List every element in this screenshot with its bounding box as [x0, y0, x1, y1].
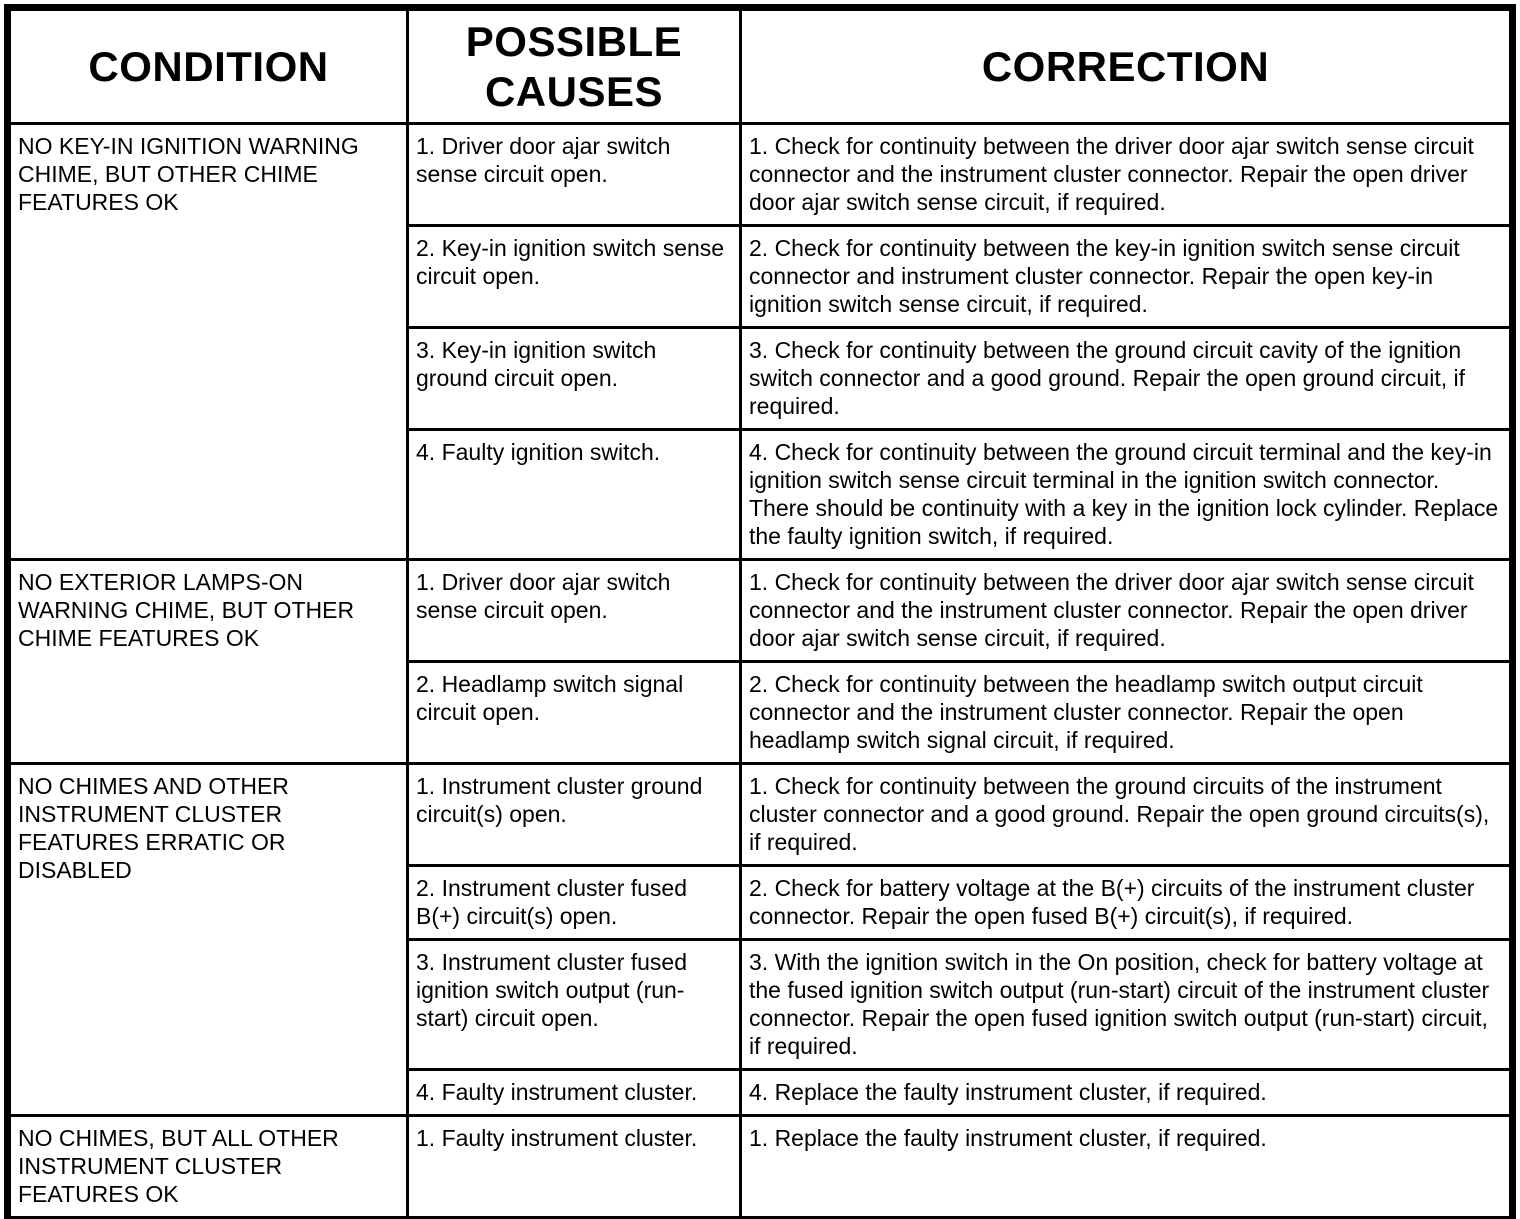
header-row — [10, 10, 1511, 124]
correction-cell: 1. Check for continuity between the driver door ajar switch sense circuit connector and the instrument cluster connector. Repair the open driver door ajar switch sense circuit, if required. — [741, 560, 1511, 662]
condition-cell: NO CHIMES, BUT ALL OTHER INSTRUMENT CLUSTER FEATURES OK — [10, 1116, 408, 1218]
correction-cell: 2. Check for continuity between the key-in ignition switch sense circuit connector and instrument cluster connector. Repair the open key-in ignition switch sense circuit, if required. — [741, 226, 1511, 328]
possible-cause-cell: 4. Faulty ignition switch. — [408, 430, 741, 560]
correction-cell: 4. Check for continuity between the ground circuit terminal and the key-in ignition switch sense circuit terminal in the ignition switch connector. There should be continuity with a key in the ignition lock cylinder. Replace the faulty ignition switch, if required. — [741, 430, 1511, 560]
possible-cause-cell: 3. Instrument cluster fused ignition switch output (run-start) circuit open. — [408, 940, 741, 1070]
condition-cell: NO KEY-IN IGNITION WARNING CHIME, BUT OTHER CHIME FEATURES OK — [10, 124, 408, 560]
table-row — [10, 1116, 1511, 1218]
column-header-condition: CONDITION — [10, 10, 408, 124]
column-header-correction: CORRECTION — [741, 10, 1511, 124]
correction-cell: 3. With the ignition switch in the On position, check for battery voltage at the fused ignition switch output (run-start) circuit of the instrument cluster connector. Repair the open fused ignition switch output (run-start) circuit, if required. — [741, 940, 1511, 1070]
diagnostic-table — [8, 8, 1512, 1219]
possible-cause-cell: 3. Key-in ignition switch ground circuit open. — [408, 328, 741, 430]
correction-cell: 2. Check for battery voltage at the B(+) circuits of the instrument cluster connector. Repair the open fused B(+) circuit(s), if required. — [741, 866, 1511, 940]
possible-cause-cell: 1. Driver door ajar switch sense circuit open. — [408, 124, 741, 226]
possible-cause-cell: 1. Driver door ajar switch sense circuit open. — [408, 560, 741, 662]
table-row — [10, 560, 1511, 662]
table-body — [10, 124, 1511, 1218]
correction-cell: 1. Replace the faulty instrument cluster, if required. — [741, 1116, 1511, 1218]
condition-cell: NO EXTERIOR LAMPS-ON WARNING CHIME, BUT OTHER CHIME FEATURES OK — [10, 560, 408, 764]
possible-cause-cell: 4. Faulty instrument cluster. — [408, 1070, 741, 1116]
possible-cause-cell: 2. Instrument cluster fused B(+) circuit(s) open. — [408, 866, 741, 940]
possible-cause-cell: 1. Faulty instrument cluster. — [408, 1116, 741, 1218]
correction-cell: 3. Check for continuity between the ground circuit cavity of the ignition switch connector and a good ground. Repair the open ground circuit, if required. — [741, 328, 1511, 430]
possible-cause-cell: 2. Key-in ignition switch sense circuit open. — [408, 226, 741, 328]
table-row — [10, 764, 1511, 866]
correction-cell: 2. Check for continuity between the headlamp switch output circuit connector and the instrument cluster connector. Repair the open headlamp switch signal circuit, if required. — [741, 662, 1511, 764]
correction-cell: 1. Check for continuity between the driver door ajar switch sense circuit connector and the instrument cluster connector. Repair the open driver door ajar switch sense circuit, if required. — [741, 124, 1511, 226]
condition-cell: NO CHIMES AND OTHER INSTRUMENT CLUSTER FEATURES ERRATIC OR DISABLED — [10, 764, 408, 1116]
correction-cell: 1. Check for continuity between the ground circuits of the instrument cluster connector and a good ground. Repair the open ground circuits(s), if required. — [741, 764, 1511, 866]
column-header-possible-causes: POSSIBLE CAUSES — [408, 10, 741, 124]
possible-cause-cell: 2. Headlamp switch signal circuit open. — [408, 662, 741, 764]
correction-cell: 4. Replace the faulty instrument cluster, if required. — [741, 1070, 1511, 1116]
table-row — [10, 124, 1511, 226]
possible-cause-cell: 1. Instrument cluster ground circuit(s) open. — [408, 764, 741, 866]
